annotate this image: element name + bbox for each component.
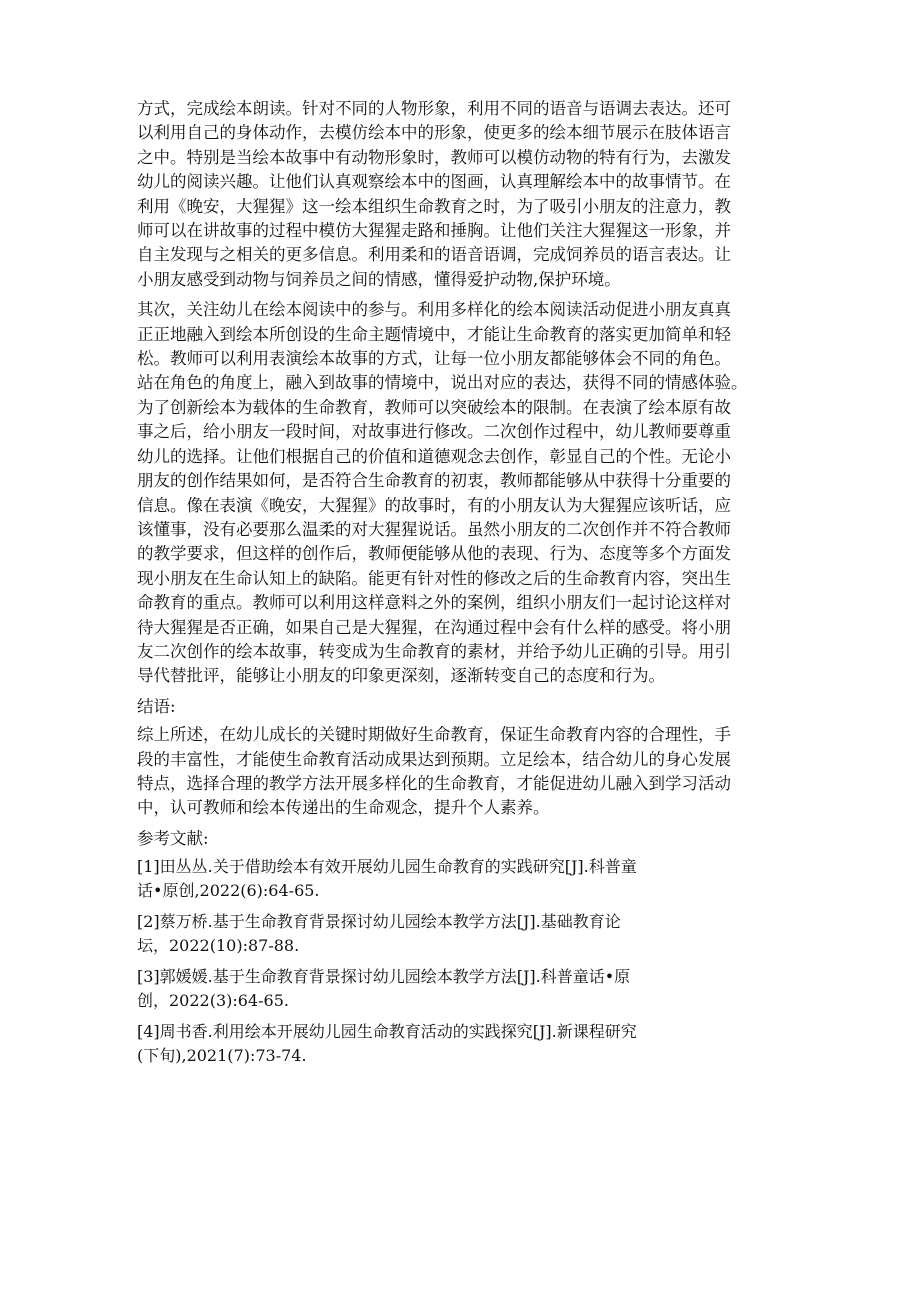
document-page <box>137 97 787 1075</box>
reference-item-1: [1]田丛丛.关于借助绘本有效开展幼儿园生命教育的实践研究[J].科普童 话•原创,2022(6):64-65. <box>137 857 637 901</box>
reference-item-4: [4]周书香.利用绘本开展幼儿园生命教育活动的实践探究[J].新课程研究 (下旬),2021(7):73-74. <box>137 1022 637 1066</box>
body-paragraph-1: 方式，完成绘本朗读。针对不同的人物形象，利用不同的语音与语调去表达。还可 以利用自己的身体动作，去模仿绘本中的形象，使更多的绘本细节展示在肢体语言 之中。特别是当绘本故事中有动物形象时，教师可以模仿动物的特有行为，去激发 幼儿的阅读兴趣。让他们认真观察绘本中的图画，认真理解绘本中的故事情节。在 利用《晚安，大猩猩》这一绘本组织生命教育之时，为了吸引小朋友的注意力，教 师可以在讲故事的过程中模仿大猩猩走路和捶胸。让他们关注大猩猩这一形象，并 自主发现与之相关的更多信息。利用柔和的语音语调，完成饲养员的语言表达。让 小朋友感受到动物与饲养员之间的情感，懂得爱护动物,保护环境。 <box>137 99 731 289</box>
reference-item-2: [2]蔡万桥.基于生命教育背景探讨幼儿园绘本教学方法[J].基础教育论 坛，2022(10):87-88. <box>137 912 621 956</box>
conclusion-paragraph: 综上所述，在幼儿成长的关键时期做好生命教育，保证生命教育内容的合理性，手 段的丰富性，才能使生命教育活动成果达到预期。立足绘本，结合幼儿的身心发展 特点，选择合理的教学方法开展多样化的生命教育，才能促进幼儿融入到学习活动 中，认可教师和绘本传递出的生命观念，提升个人素养。 <box>137 725 731 818</box>
body-paragraph-2: 其次，关注幼儿在绘本阅读中的参与。利用多样化的绘本阅读活动促进小朋友真真 正正地融入到绘本所创设的生命主题情境中，才能让生命教育的落实更加简单和轻 松。教师可以利用表演绘本故事的方式，让每一位小朋友都能够体会不同的角色。 站在角色的角度上，融入到故事的情境中，说出对应的表达，获得不同的情感体验。 为了创新绘本为载体的生命教育，教师可以突破绘本的限制。在表演了绘本原有故 事之后，给小朋友一段时间，对故事进行修改。二次创作过程中，幼儿教师要尊重 幼儿的选择。让他们根据自己的价值和道德观念去创作，彰显自己的个性。无论小 朋友的创作结果如何，是否符合生命教育的初衷，教师都能够从中获得十分重要的 信息。像在表演《晚安，大猩猩》的故事时，有的小朋友认为大猩猩应该听话，应 该懂事，没有必要那么温柔的对大猩猩说话。虽然小朋友的二次创作并不符合教师 的教学要求，但这样的创作后，教师便能够从他的表现、行为、态度等多个方面发 现小朋友在生命认知上的缺陷。能更有针对性的修改之后的生命教育内容，突出生 命教育的重点。教师可以利用这样意料之外的案例，组织小朋友们一起讨论这样对 待大猩猩是否正确，如果自己是大猩猩，在沟通过程中会有什么样的感受。将小朋 友二次创作的绘本故事，转变成为生命教育的素材，并给予幼儿正确的引导。用引 导代替批评，能够让小朋友的印象更深刻，逐渐转变自己的态度和行为。 <box>137 300 748 686</box>
conclusion-heading: 结语: <box>137 696 176 716</box>
references-heading: 参考文献: <box>137 828 209 848</box>
reference-item-3: [3]郭媛媛.基于生命教育背景探讨幼儿园绘本教学方法[J].科普童话•原 创，2022(3):64-65. <box>137 967 631 1011</box>
